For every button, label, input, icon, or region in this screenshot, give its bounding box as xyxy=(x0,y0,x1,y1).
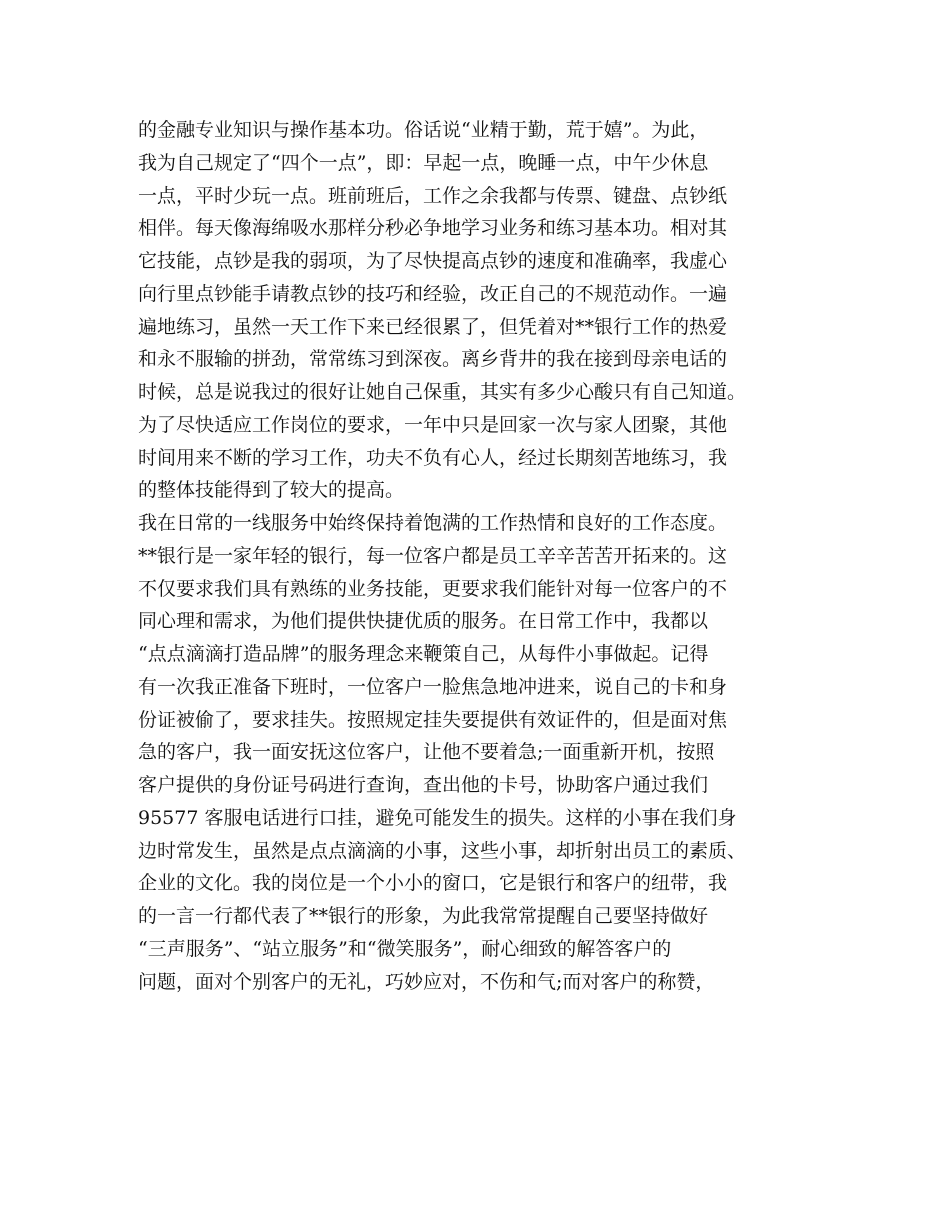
text-line: 企业的文化。我的岗位是一个小小的窗口，它是银行和客户的纽带，我 xyxy=(138,872,728,895)
text-line: “点点滴滴打造品牌”的服务理念来鞭策自己，从每件小事做起。记得 xyxy=(138,643,709,665)
text-line: 向行里点钞能手请教点钞的技巧和经验，改正自己的不规范动作。一遍 xyxy=(138,282,728,305)
text-line: 的金融专业知识与操作基本功。俗话说“业精于勤，荒于嬉”。为此， xyxy=(138,119,709,141)
text-line: 客户提供的身份证号码进行查询，查出他的卡号，协助客户通过我们 xyxy=(138,774,709,796)
text-line: 我为自己规定了“四个一点”，即：早起一点，晚睡一点，中午少休息 xyxy=(138,151,709,174)
text-line: 不仅要求我们具有熟练的业务技能，更要求我们能针对每一位客户的不 xyxy=(138,577,728,600)
text-line: 的一言一行都代表了**银行的形象，为此我常常提醒自己要坚持做好 xyxy=(138,905,709,927)
text-line: 我在日常的一线服务中始终保持着饱满的工作热情和良好的工作态度。 xyxy=(138,512,728,534)
text-line: 和永不服输的拼劲，常常练习到深夜。离乡背井的我在接到母亲电话的 xyxy=(138,348,728,371)
text-line: 同心理和需求，为他们提供快捷优质的服务。在日常工作中，我都以 xyxy=(138,610,709,633)
document-body xyxy=(138,114,838,998)
text-line: 95577 客服电话进行口挂，避免可能发生的损失。这样的小事在我们身 xyxy=(138,806,737,829)
text-line: 问题，面对个别客户的无礼，巧妙应对，不伤和气;而对客户的称赞， xyxy=(138,970,715,993)
text-line: 有一次我正准备下班时，一位客户一脸焦急地冲进来，说自己的卡和身 xyxy=(138,675,728,698)
text-line: 边时常发生，虽然是点点滴滴的小事，这些小事，却折射出员工的素质、 xyxy=(138,839,747,862)
text-line: 它技能，点钞是我的弱项，为了尽快提高点钞的速度和准确率，我虚心 xyxy=(138,250,728,272)
text-line: 时间用来不断的学习工作，功夫不负有心人，经过长期刻苦地练习，我 xyxy=(138,446,728,469)
text-line: 急的客户，我一面安抚这位客户，让他不要着急;一面重新开机，按照 xyxy=(138,741,715,764)
text-line: 相伴。每天像海绵吸水那样分秒必争地学习业务和练习基本功。相对其 xyxy=(138,217,728,240)
text-line: 为了尽快适应工作岗位的要求，一年中只是回家一次与家人团聚，其他 xyxy=(138,413,728,436)
text-line: 的整体技能得到了较大的提高。 xyxy=(138,479,405,502)
text-line: 份证被偷了，要求挂失。按照规定挂失要提供有效证件的，但是面对焦 xyxy=(138,708,728,731)
text-line: **银行是一家年轻的银行，每一位客户都是员工辛辛苦苦开拓来的。这 xyxy=(138,544,728,567)
text-line: 时候，总是说我过的很好让她自己保重，其实有多少心酸只有自己知道。 xyxy=(138,381,747,403)
text-line: 遍地练习，虽然一天工作下来已经很累了，但凭着对**银行工作的热爱 xyxy=(138,315,728,338)
text-line: 一点，平时少玩一点。班前班后，工作之余我都与传票、键盘、点钞纸 xyxy=(138,184,728,207)
text-line: “三声服务”、“站立服务”和“微笑服务”，耐心细致的解答客户的 xyxy=(138,937,672,960)
